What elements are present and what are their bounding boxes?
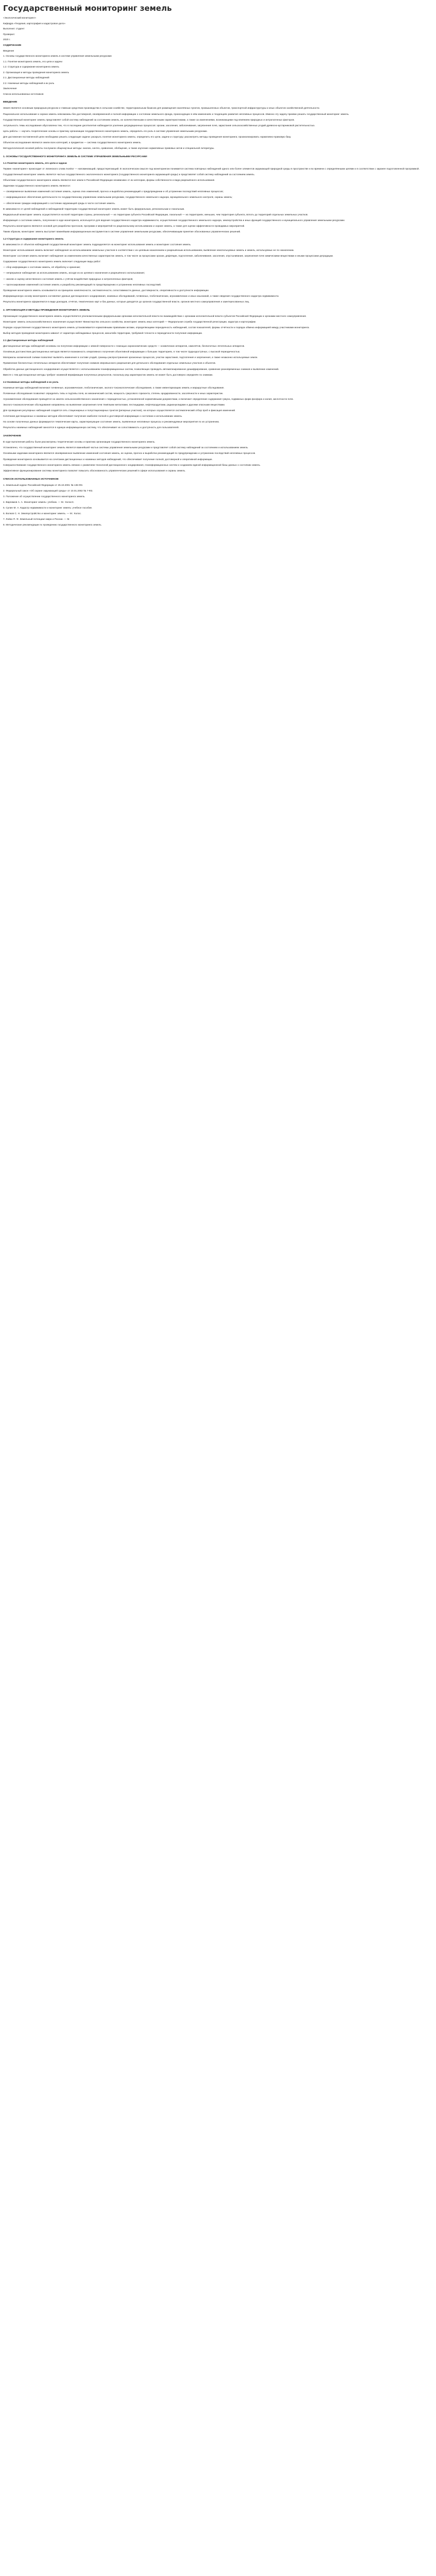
paragraph: Федеральный мониторинг земель осуществляется на всей территории страны, региональный — на территории субъекта Российской Федерации, локальный — на территориях, меньших, чем территория субъекта, вплоть до территорий отдельных земельных участков. [3,213,308,216]
paragraph: Проведение мониторинга основывается на сочетании дистанционных и наземных методов наблюдений, что обеспечивает получение полной, достоверной и оперативной информации. [3,457,213,461]
paragraph: Основными задачами мониторинга являются своевременное выявление изменений состояния земель, их оценка, прогноз и выработка рекомендаций по предупреждению и устранению последствий негативных процессов. [3,452,256,455]
section-2-2-body [3,386,433,430]
paragraph: В зависимости от целей наблюдений и наблюдаемой территории государственный мониторинг земель может быть федеральным, региональным и локальным. [3,207,185,210]
section-2-1-title: 2.1 Дистанционные методы наблюдений [3,340,54,343]
paragraph: Дистанционные методы наблюдений основаны на получении информации о земной поверхности с помощью аэрокосмических средств — космических аппаратов, самолётов, беспилотных летательных аппаратов. [3,345,245,348]
paragraph: Организация государственного мониторинга земель осуществляется уполномоченными федеральными органами исполнительной власти во взаимодействии с органами исполнительной власти субъектов Российской Федерации и органами местного самоуправления. [3,314,307,317]
section-1-2-body [3,243,433,304]
meta-line: Кафедра «Геодезия, картография и кадастровое дело» [3,22,66,25]
paragraph: Агрохимические обследования проводятся на землях сельскохозяйственного назначения с периодичностью, установленной нормативными документами, и включают определение содержания гумуса, подвижных форм фосфора и калия, кислотности почв. [3,397,294,400]
paragraph: Совершенствование государственного мониторинга земель связано с развитием технологий дистанционного зондирования, геоинформационных систем и созданием единой информационной базы данных о состоянии земель. [3,463,261,466]
paragraph: В ходе выполнения работы были рассмотрены теоретические основы и практика организации государственного мониторинга земель. [3,440,155,444]
toc-item: Введение [3,49,14,52]
paragraph: Объектом исследования являются земли всех категорий, а предметом — система государственного мониторинга земель. [3,141,142,144]
page-title: Государственный мониторинг земель [3,4,172,13]
section-2-2-title: 2.2 Наземные методы наблюдений и их роль [3,381,59,384]
paragraph: Цель работы — изучить теоретические основы и практику организации государственного мониторинга земель, определить его роль в системе управления земельными ресурсами. [3,129,207,132]
source-item: 6. Волков С. Н. Землеустройство и мониторинг земель. — М.: Колос. [3,512,82,515]
paragraph: Объектами государственного мониторинга земель являются все земли в Российской Федерации независимо от их категории, формы собственности и вида разрешённого использования. [3,179,215,182]
paragraph: Информация о состоянии земель, полученная в ходе мониторинга, используется для ведения государственного кадастра недвижимости, осуществления государственного земельного надзора, землеустройства и иных функций государственного и муниципального управления земельными ресурсами. [3,218,345,222]
paragraph: Для проведения регулярных наблюдений создаётся сеть стационарных и полустационарных пунктов (реперных участков), на которых осуществляется систематический отбор проб и фиксация изменений. [3,409,236,412]
paragraph: Эколого-токсикологические обследования направлены на выявление загрязнения почв тяжёлыми металлами, пестицидами, нефтепродуктами, радионуклидами и другими опасными веществами. [3,403,225,406]
paragraph: Таким образом, мониторинг земель выступает важнейшим информационным инструментом в системе управления земельными ресурсами, обеспечивающим принятие обоснованных управленческих решений. [3,230,241,233]
paragraph: Установлено, что государственный мониторинг земель является важнейшей частью системы управления земельными ресурсами и представляет собой систему наблюдений за состоянием и использованием земель. [3,446,249,449]
source-item: 3. Положение об осуществлении государственного мониторинга земель. [3,495,85,498]
paragraph: Выбор методов проведения мониторинга зависит от характера наблюдаемых процессов, масштаба территории, требуемой точности и периодичности получения информации. [3,332,203,335]
source-item: 4. Варламов А. А. Мониторинг земель: учебник. — М.: КолосС. [3,501,75,503]
chapter-1-title: 1. ОСНОВЫ ГОСУДАРСТВЕННОГО МОНИТОРИНГА ЗЕМЕЛЬ В СИСТЕМЕ УПРАВЛЕНИЯ ЗЕМЕЛЬНЫМИ РЕСУРСАМИ [3,156,147,159]
paragraph: Актуальность темы исследования обусловлена тем, что в последние десятилетия наблюдается усиление деградационных процессов: эрозии, засоления, заболачивания, загрязнения почв, зарастания сельскохозяйственных угодий древесно-кустарниковой растительностью. [3,124,315,127]
paragraph: На основе полученных данных формируются тематические карты, характеризующие состояние земель, выявленные негативные процессы и рекомендуемые мероприятия по их устранению. [3,420,220,423]
paragraph: Для достижения поставленной цели необходимо решить следующие задачи: раскрыть понятие мониторинга земель; определить его цели, задачи и структуру; рассмотреть методы проведения мониторинга; проанализировать нормативно-правовую базу. [3,135,291,138]
paragraph: Сочетание дистанционных и наземных методов обеспечивает получение наиболее полной и достоверной информации о состоянии и использовании земель. [3,415,183,418]
sources-title: СПИСОК ИСПОЛЬЗОВАННЫХ ИСТОЧНИКОВ [3,478,59,481]
toc-item: 1.2. Структура и содержание мониторинга земель [3,65,59,69]
paragraph: Наземные методы наблюдений включают почвенные, агрохимические, геоботанические, эколого-токсикологические обследования, а также инвентаризацию земель и маршрутные обследования. [3,386,224,389]
paragraph: В зависимости от объектов наблюдений государственный мониторинг земель подразделяется на мониторинг использования земель и мониторинг состояния земель. [3,243,191,246]
paragraph: Мониторинг использования земель включает наблюдения за использованием земельных участков в соответствии с их целевым назначением и разрешённым использованием, выявление неиспользуемых земель и земель, используемых не по назначению. [3,249,294,252]
document-meta [3,16,433,42]
toc-item: 2. Организация и методы проведения мониторинга земель [3,71,69,74]
meta-line: Выполнил: студент [3,27,25,30]
toc-title: СОДЕРЖАНИЕ [3,44,22,47]
paragraph: — своевременное выявление изменений состояния земель, оценка этих изменений, прогноз и выработка рекомендаций о предупреждении и об устранении последствий негативных процессов; [3,190,224,193]
paragraph: Материалы космической съёмки позволяют выявлять изменения в составе угодий, границы распространения эрозионных процессов, участки зарастания, подтопления и загрязнения, а также незаконно используемые земли. [3,356,258,359]
chapter-2-title: 2. ОРГАНИЗАЦИЯ И МЕТОДЫ ПРОВЕДЕНИЯ МОНИТОРИНГА ЗЕМЕЛЬ [3,309,90,312]
meta-line: «Экологический мониторинг» [3,16,37,20]
paragraph: Результаты мониторинга являются основой для разработки прогнозов, программ и мероприятий по рациональному использованию и охране земель, а также для оценки эффективности проводимых мероприятий. [3,224,245,227]
paragraph: Вместе с тем дистанционные методы требуют наземной верификации полученных результатов, поскольку ряд характеристик земель не может быть достоверно определён по снимкам. [3,373,213,376]
section-1-1-title: 1.1 Понятие мониторинга земель, его цели и задачи [3,162,67,165]
meta-line: 2020 г. [3,38,11,41]
paragraph: — информационное обеспечение деятельности по государственному управлению земельными ресурсами, государственного земельного надзора, муниципального земельного контроля, охраны земель; [3,196,233,199]
paragraph: Термин «мониторинг» происходит от латинского слова monitor — напоминающий, предостерегающий. В экологическом смысле под мониторингом понимается система повторных наблюдений одного или более элементов окружающей природной среды в пространстве и во времени с определёнными целями и в соответствии с заранее подготовленной программой. [3,167,420,171]
paragraph: Результаты мониторинга оформляются в виде докладов, отчётов, тематических карт и баз данных, которые доводятся до органов государственной власти, органов местного самоуправления и заинтересованных лиц. [3,300,250,303]
table-of-contents [3,49,433,96]
paragraph: Основным достоинством дистанционных методов является возможность оперативного получения объективной информации о больших территориях, в том числе труднодоступных, с высокой периодичностью. [3,350,240,353]
paragraph: Эффективное функционирование системы мониторинга позволит повысить обоснованность управленческих решений в сфере использования и охраны земель. [3,469,186,472]
paragraph: Методологической основой работы послужили общенаучные методы: анализ, синтез, сравнение, обобщение, а также изучение нормативных правовых актов и специальной литературы. [3,147,215,150]
paragraph: Земля является основным природным ресурсом и главным средством производства в сельском хозяйстве, территориальным базисом для размещения населённых пунктов, промышленных объектов, транспортной инфраструктуры и иных объектов хозяйственной деятельности. [3,107,320,110]
source-item: 1. Земельный кодекс Российской Федерации от 25.10.2001 № 136-ФЗ. [3,483,83,486]
intro-title: ВВЕДЕНИЕ [3,101,18,104]
source-item: 5. Сулин М. А. Кадастр недвижимости и мониторинг земель: учебное пособие. [3,506,93,510]
paragraph: Государственный мониторинг земель является частью государственного экологического мониторинга (государственного мониторинга окружающей среды) и представляет собой систему наблюдений за состоянием земель. [3,173,255,176]
conclusion-body [3,440,433,472]
section-1-2-title: 1.2 Структура и содержание мониторинга земель [3,238,64,241]
chapter-2-intro [3,314,433,335]
sources-list [3,483,433,528]
toc-item: 1. Основы государственного мониторинга земель в системе управления земельными ресурсами [3,55,112,58]
toc-item: 1.1. Понятие мониторинга земель, его цели и задачи [3,60,62,63]
paragraph: Мониторинг состояния земель включает наблюдения за изменением качественных характеристик земель, в том числе за процессами эрозии, дефляции, подтопления, заболачивания, засоления, опустынивания, загрязнения почв химическими веществами и иными процессами деградации. [3,255,334,258]
paragraph: — анализ и оценку качественного состояния земель с учётом воздействия природных и антропогенных факторов; [3,277,133,280]
toc-item: Список использованных источников [3,92,44,95]
section-2-1-body [3,344,433,377]
paragraph: — прогнозирование изменений состояния земель и разработку рекомендаций по предотвращению и устранению негативных последствий. [3,283,162,286]
toc-item: 2.1. Дистанционные методы наблюдений [3,76,49,79]
conclusion-title: ЗАКЛЮЧЕНИЕ [3,435,21,438]
paragraph: — непрерывное наблюдение за использованием земель, исходя из их целевого назначения и разрешённого использования; [3,272,145,275]
paragraph: Рациональное использование и охрана земель невозможны без достоверной, своевременной и полной информации о состоянии земельного фонда, происходящих в нём изменениях и тенденциях развития негативных процессов. Именно эту задачу призван решать государственный мониторинг земель. [3,112,350,115]
section-1-1-body [3,167,433,234]
paragraph: — обеспечение граждан информацией о состоянии окружающей среды в части состояния земель. [3,201,116,205]
meta-line: Проверил: [3,32,15,36]
paragraph: Государственный мониторинг земель представляет собой систему наблюдений за состоянием земель, их количественными и качественными характеристиками, а также за изменениями, возникающими под влиянием природных и антропогенных факторов. [3,118,295,121]
paragraph: Задачами государственного мониторинга земель являются: [3,184,71,188]
paragraph: Мониторинг земель сельскохозяйственного назначения осуществляет Министерство сельского хозяйства, мониторинг земель иных категорий — Федеральная служба государственной регистрации, кадастра и картографии. [3,320,256,323]
paragraph: Обработка данных дистанционного зондирования осуществляется с использованием геоинформационных систем, позволяющих проводить автоматизированное дешифрирование, сравнение разновременных снимков и выявление изменений. [3,367,279,370]
intro-body [3,106,433,150]
paragraph: — сбор информации о состоянии земель, её обработку и хранение; [3,266,81,269]
paragraph: Информационную основу мониторинга составляют данные дистанционного зондирования, наземных обследований, почвенных, геоботанических, агрохимических и иных изысканий, а также сведения государственного кадастра недвижимости. [3,294,280,297]
paragraph: Содержание государственного мониторинга земель включает следующие виды работ: [3,260,101,263]
paragraph: Порядок осуществления государственного мониторинга земель устанавливается нормативными правовыми актами, определяющими периодичность наблюдений, состав показателей, формы отчётности и порядок обмена информацией между участниками мониторинга. [3,326,310,329]
document-page [0,0,436,544]
source-item: 2. Федеральный закон «Об охране окружающей среды» от 10.01.2002 № 7-ФЗ. [3,489,93,492]
source-item: 7. Лойко П. Ф. Земельный потенциал мира и России. — М. [3,518,70,521]
paragraph: Почвенные обследования позволяют определить типы и подтипы почв, их механический состав, мощность гумусового горизонта, степень эродированности, засолённости и иных характеристик. [3,392,223,395]
paragraph: Результаты наземных наблюдений заносятся в единую информационную систему, что обеспечивает их сопоставимость и доступность для пользователей. [3,426,179,429]
paragraph: Применение беспилотных летательных аппаратов обеспечивает получение снимков сверхвысокого разрешения для детального обследования отдельных земельных участков и объектов. [3,362,216,365]
toc-item: 2.2. Наземные методы наблюдений и их роль [3,81,55,84]
source-item: 8. Методические рекомендации по проведению государственного мониторинга земель. [3,523,102,527]
toc-item: Заключение [3,87,17,90]
paragraph: Проведение мониторинга земель основывается на принципах комплексности, систематичности, сопоставимости данных, достоверности, оперативности и доступности информации. [3,289,210,292]
